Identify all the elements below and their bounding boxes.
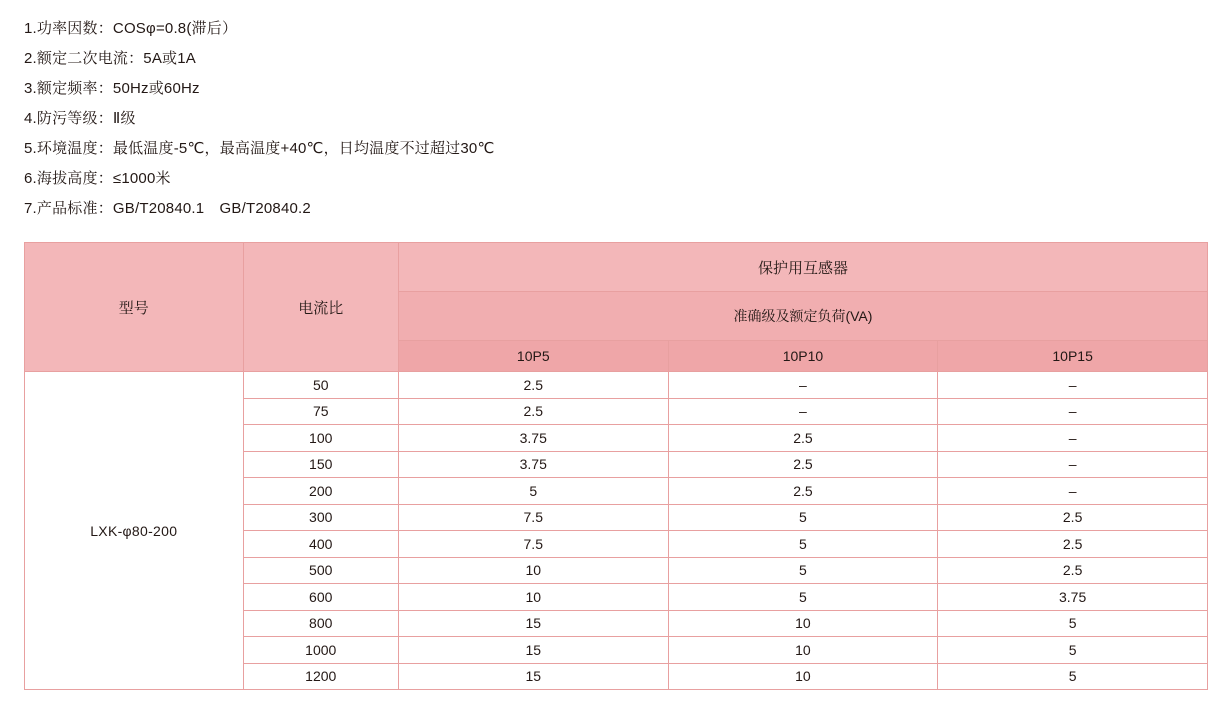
- cell-10p5: 15: [398, 637, 668, 664]
- spec-item-4: 4.防污等级：Ⅱ级: [24, 110, 136, 127]
- header-model: 型号: [25, 243, 244, 372]
- cell-10p15: 2.5: [938, 504, 1208, 531]
- cell-10p5: 15: [398, 610, 668, 637]
- cell-ratio: 300: [243, 504, 398, 531]
- spec-item-7: 7.产品标准：GB/T20840.1 GB/T20840.2: [24, 200, 311, 217]
- cell-10p5: 3.75: [398, 425, 668, 452]
- header-group-protection: 保护用互感器: [398, 243, 1207, 292]
- cell-10p5: 10: [398, 584, 668, 611]
- cell-10p15: 5: [938, 610, 1208, 637]
- header-class-10p5: 10P5: [398, 341, 668, 372]
- cell-ratio: 800: [243, 610, 398, 637]
- cell-10p5: 5: [398, 478, 668, 505]
- cell-ratio: 50: [243, 372, 398, 399]
- cell-ratio: 600: [243, 584, 398, 611]
- header-ratio: 电流比: [243, 243, 398, 372]
- header-class-10p10: 10P10: [668, 341, 938, 372]
- cell-10p5: 3.75: [398, 451, 668, 478]
- table-row: [25, 372, 1208, 399]
- cell-10p10: 10: [668, 663, 938, 690]
- cell-10p10: 10: [668, 637, 938, 664]
- header-class-10p15: 10P15: [938, 341, 1208, 372]
- cell-10p5: 2.5: [398, 372, 668, 399]
- cell-10p10: –: [668, 398, 938, 425]
- spec-table-container: [24, 242, 1208, 690]
- cell-10p10: 10: [668, 610, 938, 637]
- table-body: [25, 372, 1208, 690]
- cell-10p10: 2.5: [668, 478, 938, 505]
- cell-10p15: –: [938, 425, 1208, 452]
- spec-item-1: 1.功率因数：COSφ=0.8(滞后）: [24, 20, 238, 37]
- cell-ratio: 200: [243, 478, 398, 505]
- header-subgroup-accuracy-burden: 准确级及额定负荷(VA): [398, 292, 1207, 341]
- cell-model-value: LXK-φ80-200: [25, 372, 244, 690]
- cell-10p15: 2.5: [938, 557, 1208, 584]
- cell-10p5: 2.5: [398, 398, 668, 425]
- cell-10p15: –: [938, 478, 1208, 505]
- spec-item-3: 3.额定频率：50Hz或60Hz: [24, 80, 200, 97]
- cell-10p5: 10: [398, 557, 668, 584]
- cell-ratio: 400: [243, 531, 398, 558]
- cell-10p15: 2.5: [938, 531, 1208, 558]
- cell-10p5: 7.5: [398, 531, 668, 558]
- cell-10p15: –: [938, 398, 1208, 425]
- spec-item-6: 6.海拔高度：≤1000米: [24, 170, 171, 187]
- cell-10p5: 7.5: [398, 504, 668, 531]
- protection-ct-table: [24, 242, 1208, 690]
- cell-ratio: 1000: [243, 637, 398, 664]
- table-header-row-1: [25, 243, 1208, 292]
- cell-10p10: 2.5: [668, 451, 938, 478]
- cell-10p5: 15: [398, 663, 668, 690]
- cell-10p10: 5: [668, 584, 938, 611]
- table-head: [25, 243, 1208, 372]
- spec-item-2: 2.额定二次电流：5A或1A: [24, 50, 197, 67]
- cell-10p10: 5: [668, 531, 938, 558]
- cell-ratio: 150: [243, 451, 398, 478]
- cell-10p10: –: [668, 372, 938, 399]
- cell-ratio: 500: [243, 557, 398, 584]
- cell-10p10: 5: [668, 504, 938, 531]
- spec-item-5: 5.环境温度：最低温度-5℃，最高温度+40℃，日均温度不过超过30℃: [24, 140, 495, 157]
- cell-ratio: 75: [243, 398, 398, 425]
- specification-list: [24, 14, 1208, 224]
- cell-10p15: 5: [938, 637, 1208, 664]
- cell-ratio: 1200: [243, 663, 398, 690]
- cell-10p10: 2.5: [668, 425, 938, 452]
- cell-10p10: 5: [668, 557, 938, 584]
- cell-10p15: –: [938, 451, 1208, 478]
- cell-ratio: 100: [243, 425, 398, 452]
- cell-10p15: 3.75: [938, 584, 1208, 611]
- cell-10p15: –: [938, 372, 1208, 399]
- cell-10p15: 5: [938, 663, 1208, 690]
